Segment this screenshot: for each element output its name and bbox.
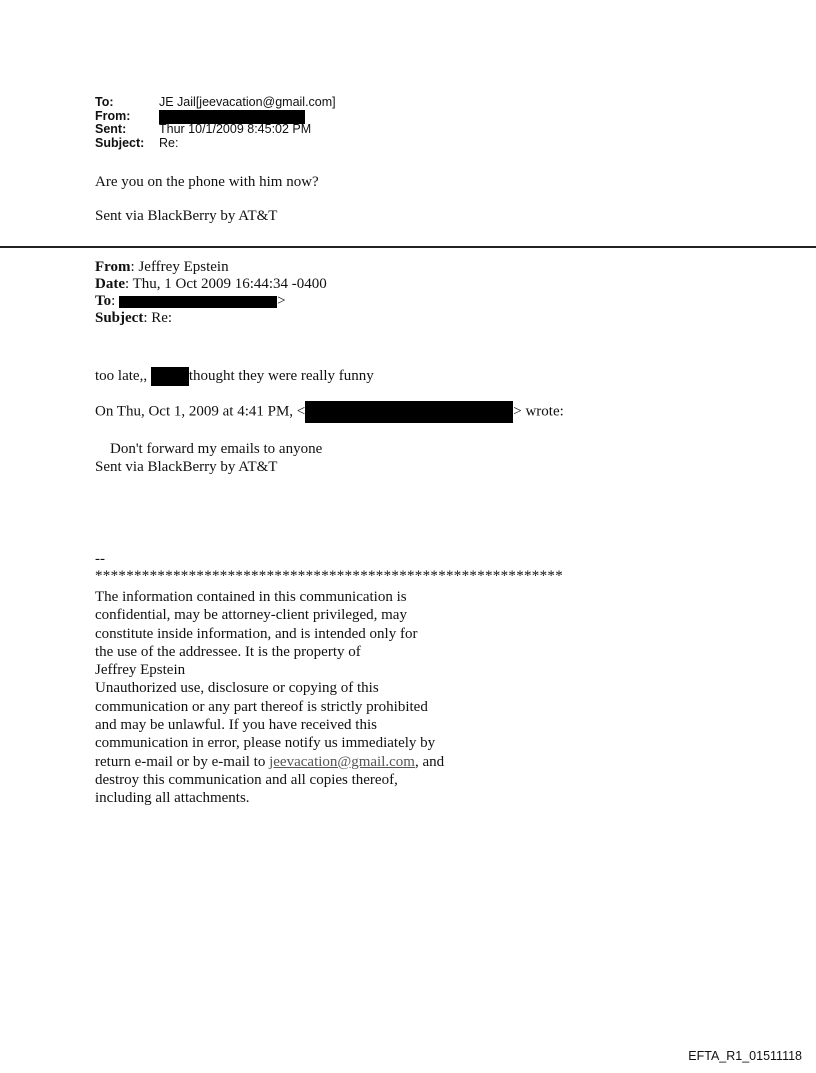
to-label: To: xyxy=(95,95,114,109)
disclaimer-block xyxy=(95,588,444,808)
signature-dashes: -- xyxy=(95,551,105,567)
fwd-date-label: Date xyxy=(95,276,125,292)
document-id: EFTA_R1_01511118 xyxy=(688,1049,802,1063)
quote-intro-line xyxy=(95,401,564,423)
disclaimer-line: Jeffrey Epstein xyxy=(95,662,186,679)
fwd-to-row xyxy=(95,293,327,310)
disclaimer-line: Unauthorized use, disclosure or copying of this xyxy=(95,680,379,697)
fwd-from-label: From xyxy=(95,259,131,275)
disclaimer-line: confidential, may be attorney-client privileged, may xyxy=(95,607,407,624)
fwd-body-start: too late,, xyxy=(95,367,151,384)
sent-row xyxy=(95,123,336,137)
email-header xyxy=(95,96,336,150)
fwd-body-end: thought they were really funny xyxy=(188,367,374,384)
to-row xyxy=(95,96,336,110)
redaction-box xyxy=(305,401,513,423)
disclaimer-link-line xyxy=(95,753,444,771)
fwd-to-label: To xyxy=(95,293,112,309)
fwd-body-line xyxy=(95,367,374,386)
email-link[interactable]: jeevacation@gmail.com xyxy=(269,753,415,770)
fwd-subject-label: Subject xyxy=(95,310,144,326)
forwarded-header xyxy=(95,259,327,327)
redaction-box xyxy=(119,296,277,308)
fwd-to-value: : xyxy=(111,293,120,309)
quote-intro-end: > wrote: xyxy=(513,403,564,420)
sent-label: Sent: xyxy=(95,122,127,136)
disclaimer-line: communication or any part thereof is strictly prohibited xyxy=(95,698,428,715)
disclaimer-line: constitute inside information, and is intended only for xyxy=(95,625,418,642)
fwd-date-value: : Thu, 1 Oct 2009 16:44:34 -0400 xyxy=(125,276,327,292)
reply-body: Are you on the phone with him now? xyxy=(95,174,319,190)
subject-row xyxy=(95,137,336,151)
disclaimer-line: and may be unlawful. If you have received this xyxy=(95,717,377,734)
from-label: From: xyxy=(95,108,131,123)
reply-signature: Sent via BlackBerry by AT&T xyxy=(95,208,278,224)
disclaimer-line: including all attachments. xyxy=(95,790,250,807)
redaction-box xyxy=(151,367,189,386)
separator-rule xyxy=(0,246,816,248)
fwd-date-row xyxy=(95,276,327,293)
subject-label: Subject: xyxy=(95,135,145,150)
link-suffix: , and xyxy=(414,753,445,770)
fwd-from-row xyxy=(95,259,327,276)
quote-intro-start: On Thu, Oct 1, 2009 at 4:41 PM, < xyxy=(95,403,306,420)
from-row xyxy=(95,110,336,124)
asterisk-divider: ************************************************************ xyxy=(95,568,563,584)
fwd-from-value: : Jeffrey Epstein xyxy=(130,259,229,275)
disclaimer-line: the use of the addressee. It is the property of xyxy=(95,643,361,660)
fwd-subject-row xyxy=(95,310,327,327)
to-value: JE Jail[jeevacation@gmail.com] xyxy=(159,95,336,109)
subject-value: Re: xyxy=(159,135,179,150)
disclaimer-line: communication in error, please notify us immediately by xyxy=(95,735,436,752)
fwd-subject-value: : Re: xyxy=(143,310,173,326)
disclaimer-line: The information contained in this communication is xyxy=(95,589,407,605)
quoted-body: Don't forward my emails to anyone xyxy=(110,441,323,457)
fwd-to-tail: > xyxy=(277,293,286,309)
link-prefix: return e-mail or by e-mail to xyxy=(95,753,270,770)
sent-value: Thur 10/1/2009 8:45:02 PM xyxy=(159,122,312,136)
quoted-signature: Sent via BlackBerry by AT&T xyxy=(95,459,278,475)
disclaimer-line: destroy this communication and all copies thereof, xyxy=(95,771,398,788)
